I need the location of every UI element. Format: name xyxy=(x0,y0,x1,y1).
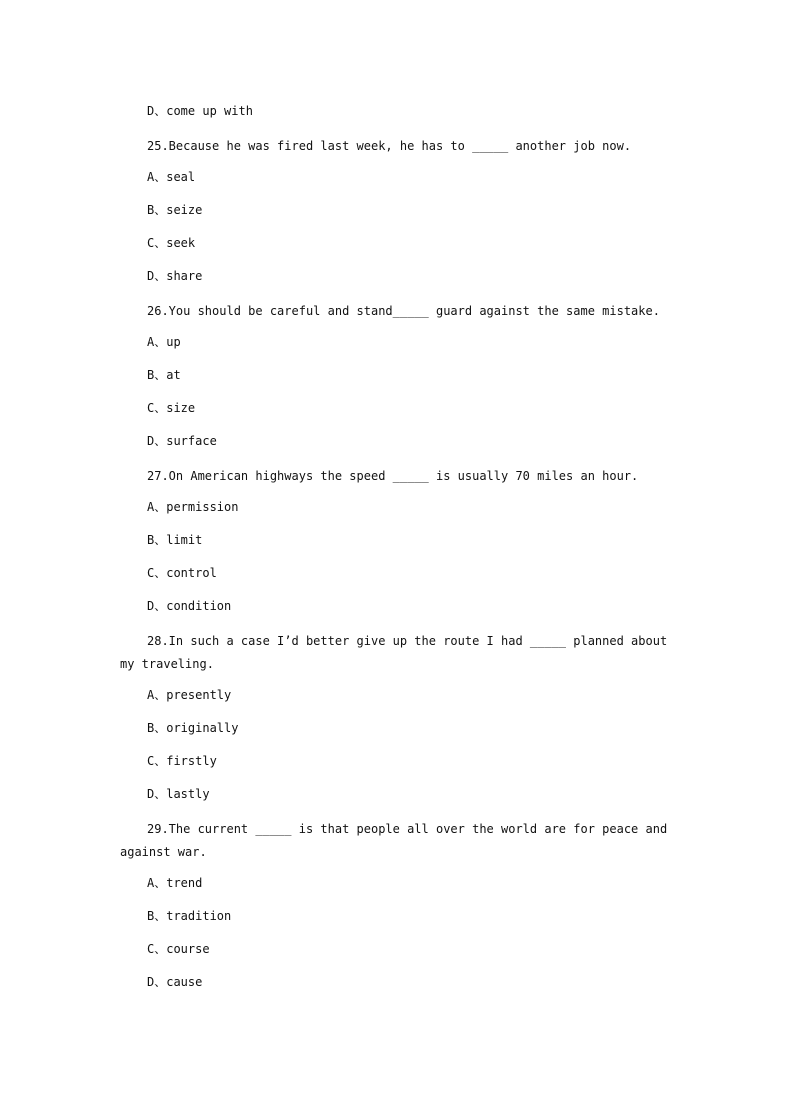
option-line: D、condition xyxy=(147,599,232,613)
option-line: A、seal xyxy=(147,170,196,184)
option-line: B、originally xyxy=(147,721,239,735)
question-line: 25.Because he was fired last week, he has to _____ another job now. xyxy=(147,139,632,153)
option-line: D、lastly xyxy=(147,787,210,801)
option-line: C、control xyxy=(147,566,217,580)
option-line: B、seize xyxy=(147,203,203,217)
question-line: 28.In such a case I’d better give up the route I had _____ planned about xyxy=(147,634,668,648)
question-continuation-line: against war. xyxy=(120,845,207,859)
option-line: D、share xyxy=(147,269,203,283)
option-line: A、up xyxy=(147,335,181,349)
option-line: A、permission xyxy=(147,500,239,514)
option-line: C、seek xyxy=(147,236,196,250)
option-line: A、trend xyxy=(147,876,203,890)
option-line: C、size xyxy=(147,401,196,415)
option-line: C、course xyxy=(147,942,210,956)
option-line: D、surface xyxy=(147,434,217,448)
option-line: D、come up with xyxy=(147,104,253,118)
question-line: 27.On American highways the speed _____ is usually 70 miles an hour. xyxy=(147,469,639,483)
option-line: A、presently xyxy=(147,688,232,702)
option-line: D、cause xyxy=(147,975,203,989)
question-line: 29.The current _____ is that people all over the world are for peace and xyxy=(147,822,668,836)
option-line: B、tradition xyxy=(147,909,232,923)
question-line: 26.You should be careful and stand_____ guard against the same mistake. xyxy=(147,304,660,318)
option-line: C、firstly xyxy=(147,754,217,768)
option-line: B、limit xyxy=(147,533,203,547)
question-continuation-line: my traveling. xyxy=(120,657,214,671)
option-line: B、at xyxy=(147,368,181,382)
